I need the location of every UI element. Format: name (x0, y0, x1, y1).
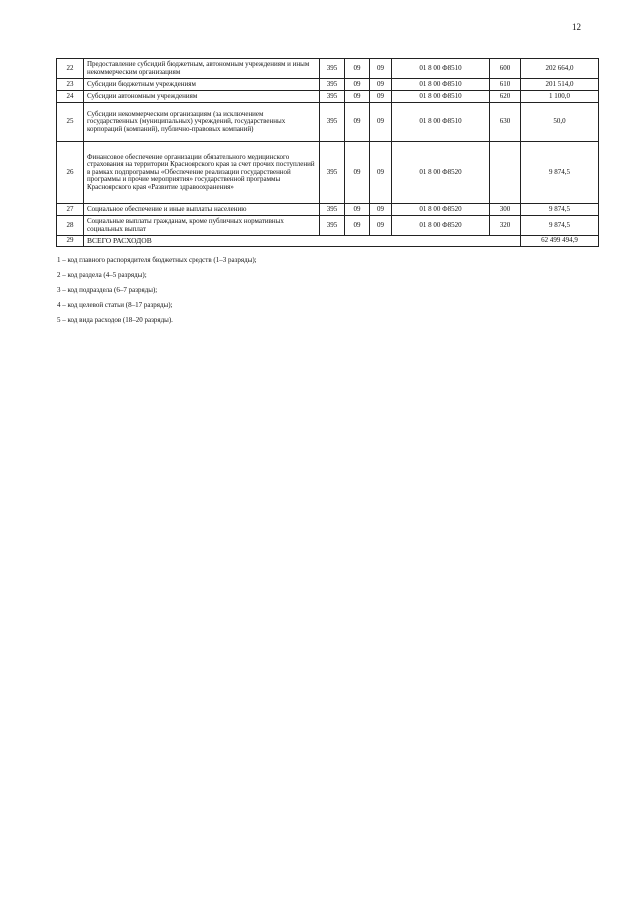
amount: 202 664,0 (521, 59, 599, 79)
grbs-code: 395 (320, 216, 345, 236)
grbs-code: 395 (320, 142, 345, 204)
subsection-code: 09 (370, 204, 392, 216)
footnote: 5 – код вида расходов (18–20 разряды). (57, 316, 173, 324)
row-name: Финансовое обеспечение организации обязательного медицинского страхования на территории Красноярского края за счет прочих поступлений в рамках подпрограммы «Обеспечение реализации государственной программы и прочие мероприятия» государственной программы Красноярского края «Развитие здравоохранения» (84, 142, 320, 204)
row-name: Субсидии бюджетным учреждениям (84, 79, 320, 91)
expense-type-code: 620 (490, 91, 521, 103)
grbs-code: 395 (320, 79, 345, 91)
subsection-code: 09 (370, 91, 392, 103)
table-row (57, 59, 599, 79)
section-code: 09 (345, 142, 370, 204)
page-number: 12 (572, 22, 581, 32)
row-name: Предоставление субсидий бюджетным, автономным учреждениям и иным некоммерческим организациям (84, 59, 320, 79)
row-number: 27 (57, 204, 84, 216)
expense-type-code: 630 (490, 103, 521, 142)
total-amount: 62 499 494,9 (521, 236, 599, 247)
subsection-code: 09 (370, 79, 392, 91)
table-row (57, 103, 599, 142)
table-row (57, 79, 599, 91)
section-code: 09 (345, 216, 370, 236)
grbs-code: 395 (320, 59, 345, 79)
target-article-code: 01 8 00 Ф8510 (392, 91, 490, 103)
row-number: 22 (57, 59, 84, 79)
table-row (57, 216, 599, 236)
table-row (57, 91, 599, 103)
row-name: Субсидии некоммерческим организациям (за исключением государственных (муниципальных) учреждений, государственных корпораций (компаний), публично-правовых компаний) (84, 103, 320, 142)
subsection-code: 09 (370, 59, 392, 79)
footnotes (57, 253, 257, 328)
target-article-code: 01 8 00 Ф8520 (392, 216, 490, 236)
row-number: 23 (57, 79, 84, 91)
amount: 9 874,5 (521, 216, 599, 236)
target-article-code: 01 8 00 Ф8510 (392, 59, 490, 79)
footnote: 4 – код целевой статьи (8–17 разряды); (57, 301, 173, 309)
grbs-code: 395 (320, 91, 345, 103)
expenditure-table (56, 58, 599, 247)
expense-type-code: 610 (490, 79, 521, 91)
subsection-code: 09 (370, 142, 392, 204)
total-label: ВСЕГО РАСХОДОВ (84, 236, 521, 247)
section-code: 09 (345, 91, 370, 103)
section-code: 09 (345, 204, 370, 216)
row-name: Социальное обеспечение и иные выплаты населению (84, 204, 320, 216)
expense-type-code: 320 (490, 216, 521, 236)
row-name: Социальные выплаты гражданам, кроме публичных нормативных социальных выплат (84, 216, 320, 236)
amount: 201 514,0 (521, 79, 599, 91)
subsection-code: 09 (370, 103, 392, 142)
row-number: 24 (57, 91, 84, 103)
section-code: 09 (345, 79, 370, 91)
subsection-code: 09 (370, 216, 392, 236)
grbs-code: 395 (320, 103, 345, 142)
amount: 50,0 (521, 103, 599, 142)
row-number: 29 (57, 236, 84, 247)
target-article-code: 01 8 00 Ф8510 (392, 79, 490, 91)
target-article-code: 01 8 00 Ф8510 (392, 103, 490, 142)
expense-type-code: 300 (490, 204, 521, 216)
table-row (57, 142, 599, 204)
row-number: 25 (57, 103, 84, 142)
amount: 1 100,0 (521, 91, 599, 103)
grbs-code: 395 (320, 204, 345, 216)
row-name: Субсидии автономным учреждениям (84, 91, 320, 103)
target-article-code: 01 8 00 Ф8520 (392, 204, 490, 216)
expense-type-code (490, 142, 521, 204)
amount: 9 874,5 (521, 204, 599, 216)
footnote: 2 – код раздела (4–5 разряды); (57, 271, 147, 279)
total-row (57, 236, 599, 247)
expense-type-code: 600 (490, 59, 521, 79)
section-code: 09 (345, 103, 370, 142)
footnote: 3 – код подраздела (6–7 разряды); (57, 286, 158, 294)
section-code: 09 (345, 59, 370, 79)
amount: 9 874,5 (521, 142, 599, 204)
footnote: 1 – код главного распорядителя бюджетных средств (1–3 разряды); (57, 256, 257, 264)
target-article-code: 01 8 00 Ф8520 (392, 142, 490, 204)
row-number: 26 (57, 142, 84, 204)
table-row (57, 204, 599, 216)
row-number: 28 (57, 216, 84, 236)
